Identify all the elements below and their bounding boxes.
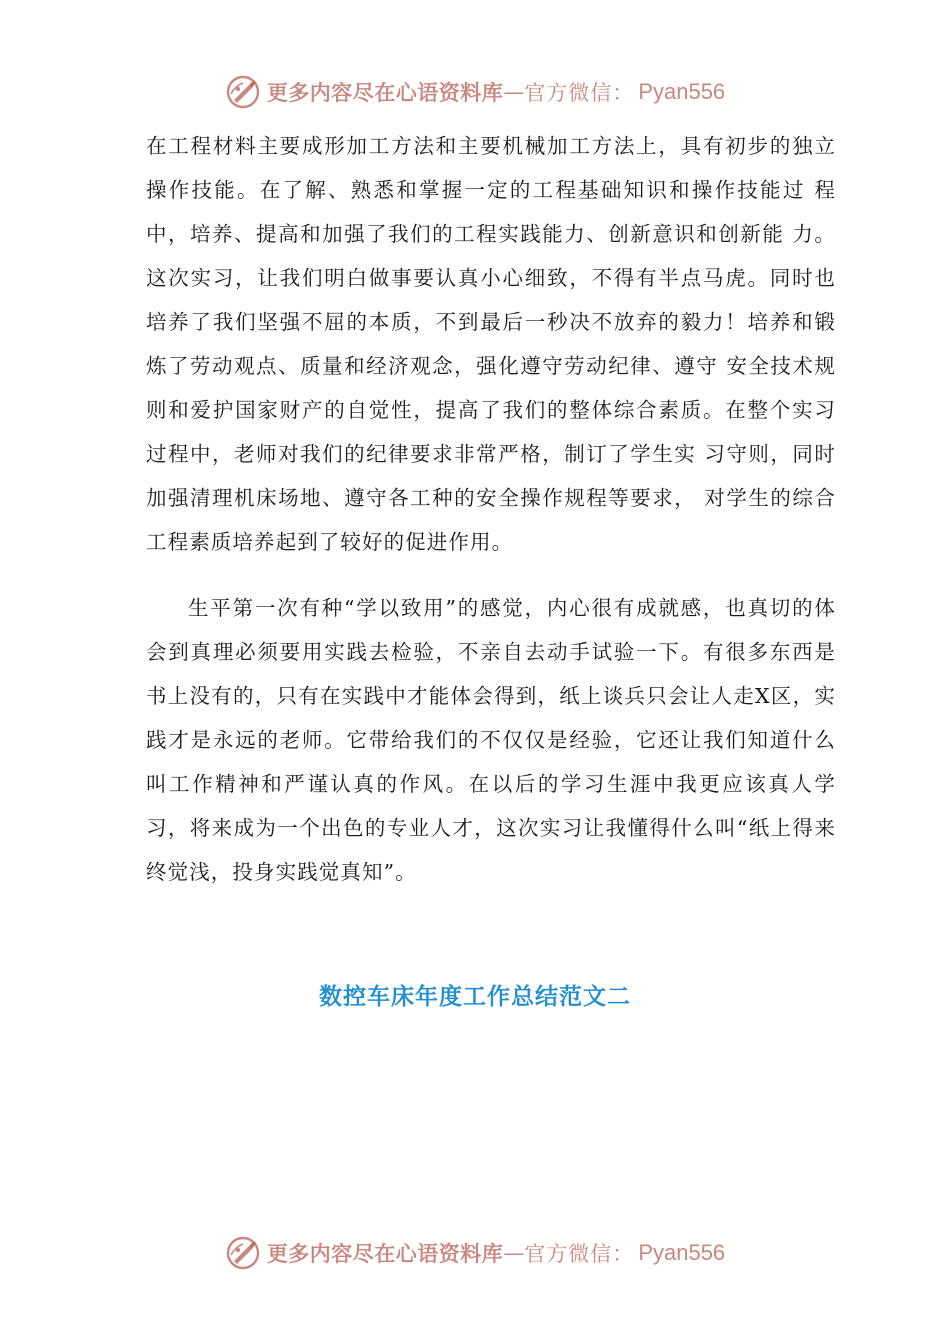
document-body [146,124,836,894]
banner-separator: — [503,1241,525,1265]
pen-nib-circle-icon [225,74,261,110]
banner-wechat-label: 官方微信： [524,1242,635,1266]
banner-separator: — [503,80,525,104]
body-paragraph: 在工程材料主要成形加工方法和主要机械加工方法上，具有初步的独立操作技能。在了解、熟悉和掌握一定的工程基础知识和操作技能过 程中，培养、提高和加强了我们的工程实践能力、创新意识和创新能 力。这次实习，让我们明白做事要认真小心细致，不得有半点马虎。同时也培养了我们坚强不屈的本质，不到最后一秒决不放弃的毅力！培养和锻炼了劳动观点、质量和经济观念，强化遵守劳动纪律、遵守 安全技术规则和爱护国家财产的自觉性，提高了我们的整体综合素质。在整个实习过程中，老师对我们的纪律要求非常严格，制订了学生实 习守则，同时加强清理机床场地、遵守各工种的安全操作规程等要求， 对学生的综合工程素质培养起到了较好的促进作用。 [146,134,836,554]
banner-wechat-handle: Pyan556 [638,1240,726,1265]
banner-wechat-label: 官方微信： [524,81,635,105]
footer-banner [0,1233,950,1273]
banner-main-text: 更多内容尽在心语资料库 [266,80,504,105]
section-heading: 数控车床年度工作总结范文二 [319,984,631,1010]
header-banner [0,72,950,112]
body-paragraph: 生平第一次有种“学以致用”的感觉，内心很有成就感，也真切的体会到真理必须要用实践去检验，不亲自去动手试验一下。有很多东西是书上没有的，只有在实践中才能体会得到，纸上谈兵只会让人走X区，实践才是永远的老师。它带给我们的不仅仅是经验，它还让我们知道什么叫工作精神和严谨认真的作风。在以后的学习生涯中我更应该真人学习，将来成为一个出色的专业人才，这次实习让我懂得什么叫“纸上得来终觉浅，投身实践觉真知”。 [146,596,836,884]
pen-nib-circle-icon [225,1235,261,1271]
banner-main-text: 更多内容尽在心语资料库 [266,1241,504,1266]
banner-wechat-handle: Pyan556 [638,79,726,104]
